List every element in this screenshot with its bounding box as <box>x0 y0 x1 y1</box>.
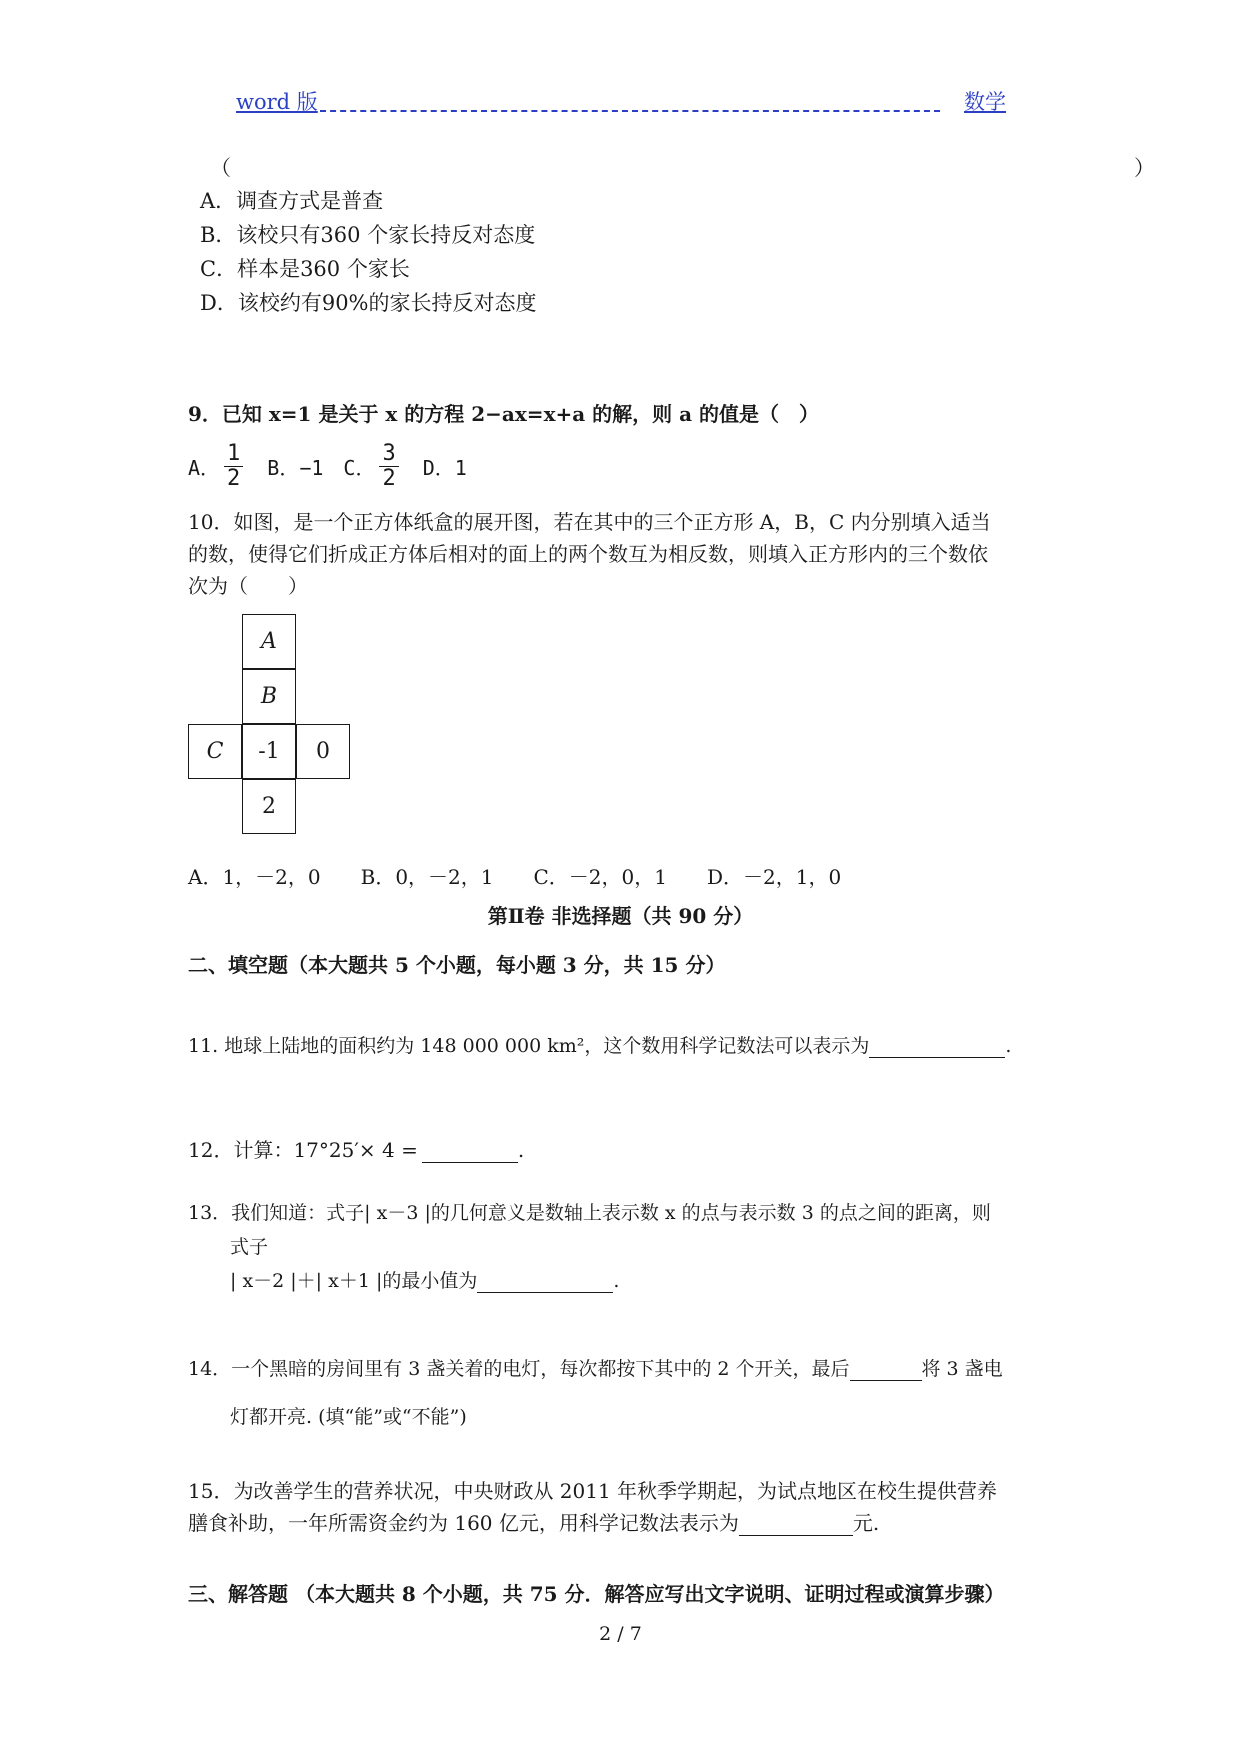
q9-options <box>188 438 467 494</box>
q8-open-paren: （ <box>210 156 231 180</box>
header-left-label: word 版 <box>236 90 318 114</box>
q15-answer-blank <box>739 1511 853 1536</box>
q12-answer-blank <box>422 1138 518 1163</box>
q14-answer-blank <box>850 1358 922 1381</box>
q13-end: . <box>613 1270 620 1292</box>
q8-option-c: C．样本是360 个家长 <box>200 257 410 281</box>
q15-text: 膳食补助，一年所需资金约为 160 亿元，用科学记数法表示为 <box>188 1511 739 1535</box>
q15-line-1: 15．为改善学生的营养状况，中央财政从 2011 年秋季学期起，为试点地区在校生提供营养 <box>188 1479 998 1503</box>
q9-option-a-fraction <box>224 442 243 491</box>
q11 <box>188 1031 1011 1058</box>
q8-option-d: D．该校约有90%的家长持反对态度 <box>200 291 537 315</box>
q9-stem: 9．已知 x=1 是关于 x 的方程 2−ax=x+a 的解，则 a 的值是（ ） <box>188 402 820 426</box>
part2-title: 第Ⅱ卷 非选择题（共 90 分） <box>487 904 754 928</box>
page-header <box>236 86 1006 118</box>
net-square-a: A <box>242 614 296 669</box>
q9-a-numerator: 1 <box>224 442 243 467</box>
q9-c-numerator: 3 <box>379 442 398 467</box>
net-square-zero: 0 <box>296 724 350 779</box>
q10-line-3: 次为（ ） <box>188 574 308 598</box>
q14-text-b: 将 3 盏电 <box>921 1358 1003 1380</box>
header-dashed-rule <box>320 110 940 112</box>
q11-text: 11. 地球上陆地的面积约为 148 000 000 km²，这个数用科学记数法可以表示为 <box>188 1035 870 1057</box>
q13-answer-blank <box>477 1270 613 1293</box>
q14-line-2: 灯都开亮. (填“能”或“不能”) <box>230 1406 467 1428</box>
q14-line-1 <box>188 1354 1003 1381</box>
q13-line-3 <box>230 1266 619 1293</box>
q10-line-2: 的数，使得它们折成正方体后相对的面上的两个数互为相反数，则填入正方形内的三个数依 <box>188 542 988 566</box>
q9-option-a-label: A． <box>188 455 221 480</box>
q9-option-c-label: C． <box>343 455 376 480</box>
q8-option-b: B．该校只有360 个家长持反对态度 <box>200 223 536 247</box>
page-number: 2 / 7 <box>599 1623 642 1645</box>
q9-option-c-fraction <box>379 442 398 491</box>
q13-line-2: 式子 <box>230 1236 269 1258</box>
net-square-two: 2 <box>242 779 296 834</box>
q8-option-a: A．调查方式是普查 <box>200 189 384 213</box>
section3-title: 三、解答题 （本大题共 8 个小题，共 75 分．解答应写出文字说明、证明过程或演算步骤） <box>188 1582 1005 1606</box>
q11-answer-blank <box>869 1035 1005 1058</box>
q15-line-2 <box>188 1507 879 1536</box>
q12 <box>188 1134 524 1163</box>
net-square-b: B <box>242 669 296 724</box>
q8-close-paren: ） <box>1134 156 1155 180</box>
q9-option-b: B．−1 <box>267 455 324 480</box>
q9-c-denominator: 2 <box>382 465 396 491</box>
header-right-label: 数学 <box>964 90 1006 114</box>
q13-text: | x－2 |＋| x＋1 |的最小值为 <box>230 1270 478 1292</box>
q15-end: 元. <box>852 1511 880 1535</box>
q12-end: . <box>517 1138 525 1162</box>
q9-a-denominator: 2 <box>227 465 241 491</box>
net-square-minus-one: -1 <box>242 724 296 779</box>
q10-line-1: 10．如图，是一个正方体纸盒的展开图，若在其中的三个正方形 A，B，C 内分别填入适当 <box>188 510 991 534</box>
q11-end: . <box>1005 1035 1012 1057</box>
cube-net-figure <box>188 614 356 844</box>
section2-title: 二、填空题（本大题共 5 个小题，每小题 3 分，共 15 分） <box>188 953 726 977</box>
q9-option-d: D．1 <box>422 455 467 480</box>
q10-options: A．1，－2，0 B．0，－2，1 C．－2，0，1 D．－2，1，0 <box>188 865 842 889</box>
q14-text-a: 14．一个黑暗的房间里有 3 盏关着的电灯，每次都按下其中的 2 个开关，最后 <box>188 1358 850 1380</box>
q12-text: 12．计算：17°25′× 4 = <box>188 1138 418 1162</box>
net-square-c: C <box>188 724 242 779</box>
q13-line-1: 13．我们知道：式子| x－3 |的几何意义是数轴上表示数 x 的点与表示数 3 的点之间的距离，则 <box>188 1202 991 1224</box>
